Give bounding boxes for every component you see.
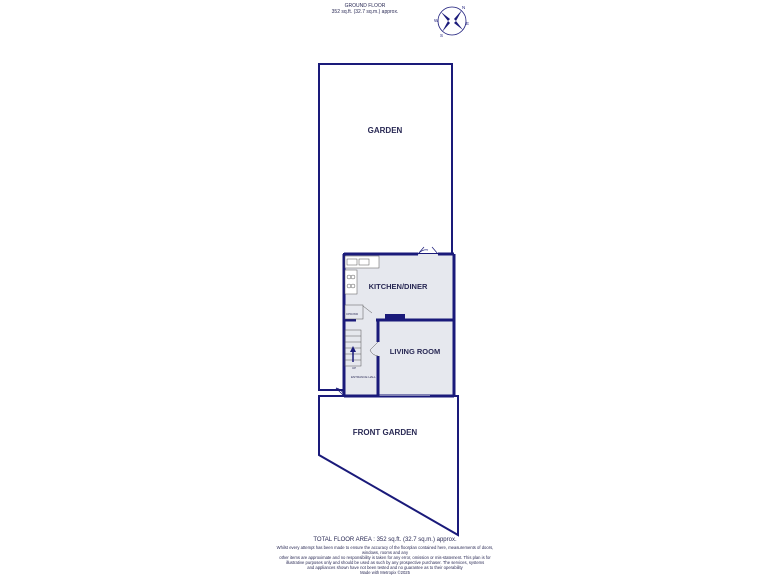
floor-area: 352 sq.ft. (32.7 sq.m.) approx. [331,9,399,15]
room-label-cupboard: CPD/WD [346,312,359,316]
footer [270,537,500,575]
disclaimer-line: other items are approximate and no responsibility is taken for any error, omission or mis-statement. This plan is for [279,555,491,560]
compass-e: E [466,21,470,26]
disclaimer-line: illustrative purposes only and should be used as such by any prospective purchaser. The services, systems [285,560,485,565]
compass-s: S [440,33,444,38]
compass-icon [434,5,469,38]
disclaimer [270,545,500,575]
kitchen-window-block [385,314,405,320]
room-label-garden: GARDEN [367,126,403,135]
room-label-front-garden: FRONT GARDEN [352,428,418,437]
disclaimer-line: Whilst every attempt has been made to ensure the accuracy of the floorplan contained here, measurements of doors, windows, rooms and any [276,545,494,555]
compass-n: N [462,5,466,10]
front-garden-area [319,396,458,535]
disclaimer-line: Made with Metropix ©2025 [360,570,410,575]
room-label-living-room: LIVING ROOM [389,347,441,356]
stairs-up-label: UP [352,366,357,370]
total-floor-area: TOTAL FLOOR AREA : 352 sq.ft. (32.7 sq.m.) approx. [313,537,457,543]
compass-w: W [434,18,439,23]
room-label-kitchen-diner: KITCHEN/DINER [368,282,428,291]
room-label-entrance-hall: ENTRANCE HALL [351,375,376,379]
floor-name: GROUND FLOOR [344,3,386,9]
disclaimer-line: and appliances shown have not been tested and no guarantee as to their operability [307,565,463,570]
